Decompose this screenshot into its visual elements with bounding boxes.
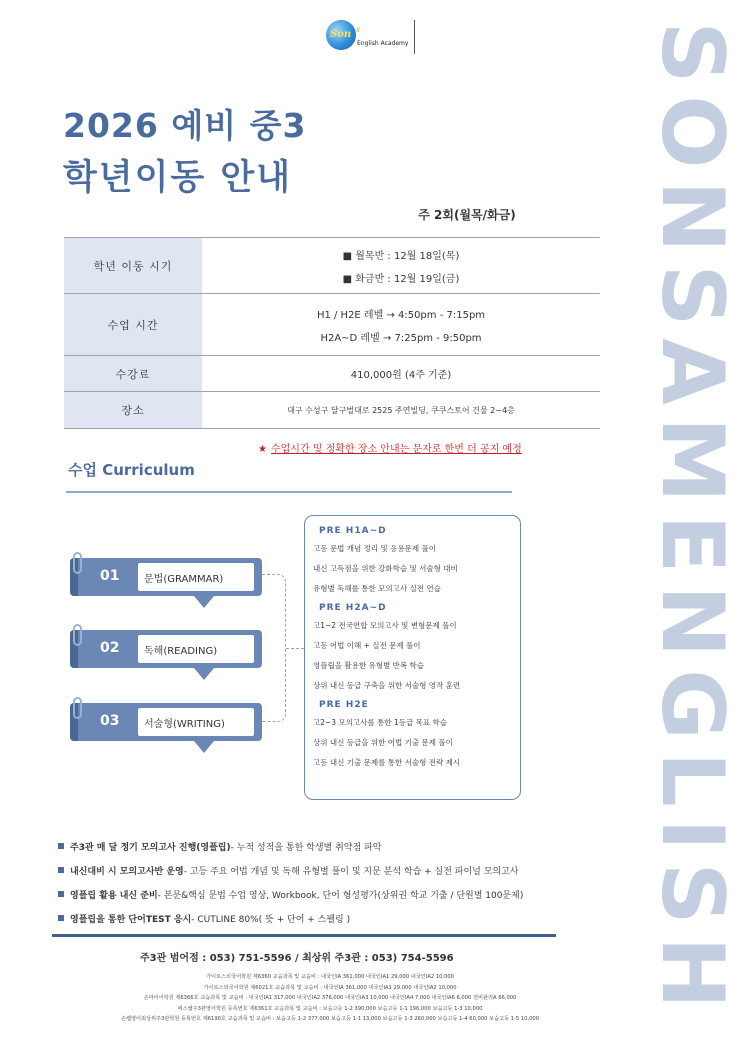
feature-title: 내신대비 시 모의고사반 운영 [70,866,184,877]
feature-item [58,834,638,858]
paperclip-icon [73,624,82,646]
course-line: 고등 어법 이해 + 실전 문제 풀이 [313,641,421,650]
bullet-square-icon [58,867,64,873]
info-value [202,392,600,428]
step-arrow-icon [194,596,214,608]
feature-text: - 고등 주요 어법 개념 및 독해 유형별 풀이 및 지문 분석 학습 + 실전 파이널 모의고사 [183,866,519,877]
info-table-bottom-border [64,428,600,429]
logo-mark-suffix: s [356,25,361,34]
course-line: 유형별 독해를 통한 모의고사 실전 연습 [313,584,441,593]
info-label: 수강료 [64,356,202,391]
feature-list [58,834,638,930]
connector-bracket [262,574,286,722]
course-line: 고등 내신 기출 문제를 통한 서술형 전략 제시 [313,758,461,767]
step-arrow-icon [194,668,214,680]
curriculum-title: 수업 Curriculum [68,461,195,479]
step-label: 문법(GRAMMAR) [138,563,254,591]
course-name: PRE H2E [319,700,369,710]
logo-divider [414,20,415,54]
legal-line: 가이로스외국어학원 제6021호 교습과목 및 교습비 : 내국인IA 361,000 내국인IA1 29,000 내국인IA2 10,000 [203,984,457,991]
info-value-line: 대구 수성구 달구벌대로 2525 주연빌딩, 쿠쿠스토어 건물 2~4층 [287,405,515,415]
logo-mark: Son [330,29,352,40]
curriculum-step-writing [70,703,262,741]
step-number: 03 [100,713,120,729]
legal-line: 에스쌤주3관영어학원 등록번호 제6361호 교습과목 및 교습비 : 보습고등 1-2 390,000 보습고등 1-1 196,000 보습고등 1-3 10,000 [177,1005,483,1012]
feature-title: 주3관 매 달 정기 모의고사 진행(영플립) [70,842,231,853]
legal-line: 손쌤영어최상위주3관학원 등록번호 제6190호 교습과목 및 교습비 : 보습고등 1-2 377,000 보습고등 1-1 13,000 보습고등 1-3 260,000 보습고등 1-4 60,000 보습고등 1-5 10,000 [120,1016,540,1022]
bullet-square-icon [58,843,64,849]
feature-text: - 본문&핵심 문법 수업 영상, Workbook, 단어 형성평가(상위권 학교 기출 / 단원별 100문제) [157,890,524,901]
contact-phones: 주3관 범어점 : 053) 751-5596 / 최상위 주3관 : 053) 754-5596 [140,953,454,964]
legal-line: 가이로스외국어학원 제6360 교습과목 및 교습비 : 내국인IA 361,000 내국인IA1 29,000 내국인IA2 10,000 [206,974,454,980]
step-arrow-icon [194,741,214,753]
curriculum-step-grammar [70,558,262,596]
notice-message: 수업시간 및 정확한 장소 안내는 문자로 한번 더 공지 예정 [270,444,522,455]
bullet-square-icon [58,915,64,921]
paperclip-icon [73,552,82,574]
info-value-line: 410,000원 (4주 기준) [350,370,452,381]
course-list-box [304,515,521,800]
info-value [202,294,600,355]
logo-subtitle: English Academy [357,40,409,47]
course-line: 고등 문법 개념 정리 및 응용문제 풀이 [313,544,436,553]
info-label: 장소 [64,392,202,428]
paperclip-icon [73,697,82,719]
info-value-line: ■ 월목반 : 12월 18일(목) [342,250,460,262]
legal-line: 손마이어학원 제6366호 교습과목 및 교습비 : 내국인IA1 317,000 내국인IA2 376,000 내국인IA3 10,000 내국인IA4 7,000 내국인IA6 6,000 전비관리A 66,000 [143,995,517,1001]
feature-item [58,882,638,906]
info-label: 수업 시간 [64,294,202,355]
course-line: 고1~2 전국연합 모의고사 및 변형문제 풀이 [313,621,457,630]
curriculum-step-reading [70,630,262,668]
info-row-tuition [64,355,600,391]
schedule-header: 주 2회(월목/화금) [418,208,516,222]
course-group-h1 [313,526,512,594]
connector-line [286,648,304,649]
course-group-h2 [313,603,512,691]
legal-registration [0,972,660,1025]
info-table-header [64,204,600,234]
feature-text: - CUTLINE 80%( 뜻 + 단어 + 스펠링 ) [191,914,351,925]
step-number: 01 [100,568,120,584]
feature-title: 영플립을 통한 단어TEST 응시 [70,914,192,925]
course-line: 영플립을 활용한 유형별 반복 학습 [313,661,424,670]
course-group-h2e [313,700,512,768]
academy-logo [326,16,418,56]
info-label: 학년 이동 시기 [64,238,202,293]
feature-item [58,906,638,930]
page-title-line2: 학년이동 안내 [63,158,293,198]
info-row-class-time [64,293,600,355]
curriculum-divider [66,491,512,493]
feature-text: - 누적 성적을 통한 학생별 취약점 파악 [230,842,382,853]
bullet-square-icon [58,891,64,897]
course-line: 상위 내신 등급 구축을 위한 서술형 영작 훈련 [313,681,461,690]
course-line: 고2~3 모의고사를 통한 1등급 목표 학습 [313,718,447,727]
info-value [202,238,600,293]
info-value-line: H1 / H2E 레벨 → 4:50pm - 7:15pm [316,309,486,321]
info-value [202,356,600,391]
info-value-line: H2A~D 레벨 → 7:25pm - 9:50pm [320,332,482,344]
step-number: 02 [100,640,120,656]
course-line: 내신 고득점을 위한 강화학습 및 서술형 대비 [313,564,458,573]
info-row-location [64,391,600,428]
page-title-line1: 2026 예비 중3 [63,106,307,145]
feature-item [58,858,638,882]
star-icon: ★ [258,444,267,455]
side-brand-text: SONSAMENGLISH [642,21,742,1021]
course-line: 상위 내신 등급을 위한 어법 기출 문제 풀이 [313,738,453,747]
course-name: PRE H2A~D [319,603,387,613]
step-label: 독해(READING) [138,635,254,663]
info-row-move-date [64,237,600,293]
course-name: PRE H1A~D [319,526,387,536]
info-value-line: ■ 화금반 : 12월 19일(금) [342,273,460,285]
feature-title: 영플립 활용 내신 준비 [70,890,158,901]
step-label: 서술형(WRITING) [138,708,254,736]
side-brand [642,6,742,1036]
footer-divider [52,934,556,937]
notice-text [258,440,522,455]
